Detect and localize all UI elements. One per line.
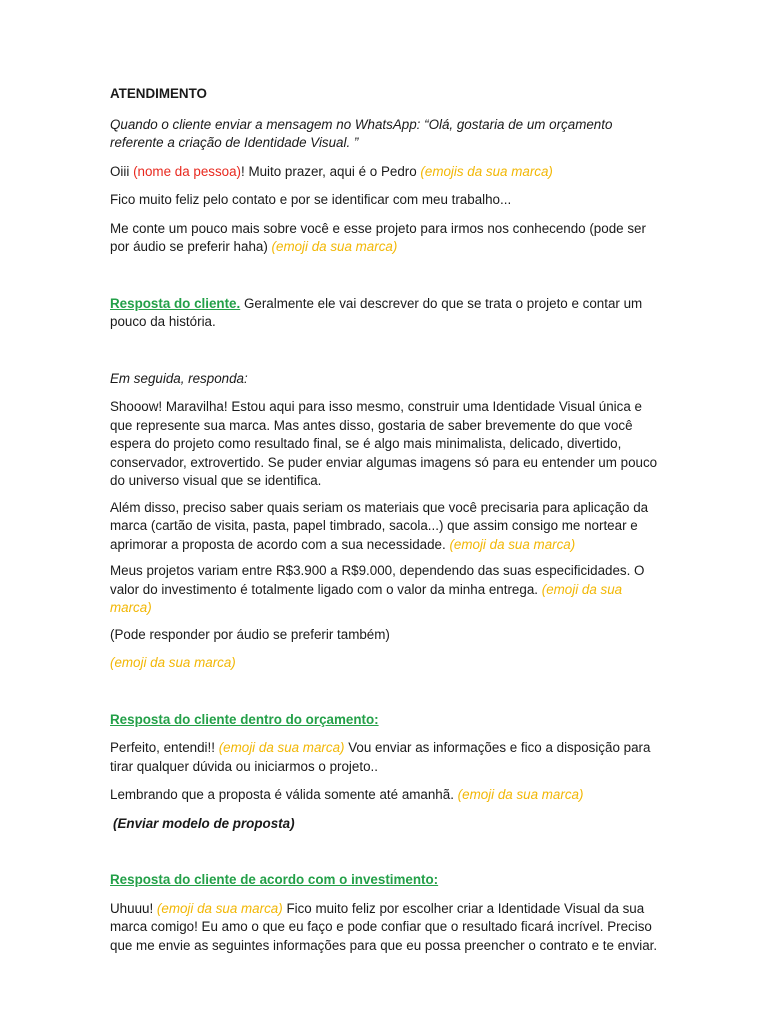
client-response-3 — [110, 871, 658, 890]
client-response-1 — [110, 295, 658, 332]
greeting-prefix: Oiii — [110, 163, 130, 179]
ask-text: Me conte um pouco mais sobre você e esse projeto para irmos nos conhecendo (pode ser por áudio se preferir haha) — [110, 220, 646, 254]
ask-paragraph — [110, 220, 658, 257]
paragraph-materiais-emoji: (emoji da sua marca) — [449, 536, 576, 552]
lembrando-text: Lembrando que a proposta é válida somente até amanhã. — [110, 787, 454, 802]
paragraph-perfeito — [110, 739, 658, 776]
greeting-emoji-placeholder: (emojis da sua marca) — [420, 163, 553, 179]
uhuuu-text: Fico muito feliz por escolher criar a Identidade Visual da sua marca comigo! Eu amo o que eu faço e pode confiar que o resultado ficará incrível. Preciso que me envie as seguintes informações para que eu possa preencher o contrato e te enviar. — [110, 900, 658, 953]
uhuuu-prefix: Uhuuu! — [110, 900, 154, 916]
client-response-3-label: Resposta do cliente de acordo com o investimento: — [110, 872, 439, 887]
paragraph-uhuuu — [110, 900, 658, 956]
standalone-emoji-placeholder: (emoji da sua marca) — [110, 655, 236, 670]
paragraph-valores-emoji: (emoji da sua marca) — [110, 581, 623, 615]
paragraph-shooow: Shooow! Maravilha! Estou aqui para isso mesmo, construir uma Identidade Visual única e que represente sua marca. Mas antes disso, gostaria de saber brevemente do que você espera do projeto como resultado final, se é algo mais minimalista, delicado, divertido, conservador, extrovertido. Se puder enviar algumas imagens só para eu entender um pouco do universo visual que se identifica. — [110, 399, 658, 488]
intro-line: Quando o cliente enviar a mensagem no WhatsApp: “Olá, gostaria de um orçamento referente a criação de Identidade Visual. ” — [110, 116, 613, 150]
paragraph-materiais-text: Além disso, preciso saber quais seriam os materiais que você precisaria para aplicação da marca (cartão de visita, pasta, papel timbrado, sacola...) que assim consigo me nortear e aprimorar a proposta de acordo com a sua necessidade. — [110, 499, 649, 552]
greeting-name-placeholder: (nome da pessoa) — [133, 163, 242, 179]
document-body — [110, 85, 658, 955]
perfeito-emoji-placeholder: (emoji da sua marca) — [218, 740, 345, 755]
audio-line: (Pode responder por áudio se preferir também) — [110, 626, 390, 642]
client-response-2 — [110, 711, 658, 730]
greeting-mid: ! Muito prazer, aqui é o Pedro — [241, 163, 417, 179]
paragraph-lembrando — [110, 786, 658, 805]
lembrando-emoji-placeholder: (emoji da sua marca) — [457, 787, 584, 802]
perfeito-text: Vou enviar as informações e fico a disposição para tirar qualquer dúvida ou iniciarmos o projeto.. — [110, 740, 651, 774]
paragraph-valores — [110, 562, 658, 618]
send-proposal-note: (Enviar modelo de proposta) — [113, 815, 295, 831]
client-response-2-label: Resposta do cliente dentro do orçamento: — [110, 711, 379, 727]
uhuuu-emoji-placeholder: (emoji da sua marca) — [156, 900, 283, 916]
ask-emoji-placeholder: (emoji da sua marca) — [271, 239, 398, 254]
paragraph-valores-text: Meus projetos variam entre R$3.900 a R$9.000, dependendo das suas especificidades. O valor do investimento é totalmente ligado com o valor da minha entrega. — [110, 563, 645, 597]
client-response-1-label: Resposta do cliente. — [110, 295, 241, 311]
paragraph-materiais — [110, 499, 658, 555]
perfeito-prefix: Perfeito, entendi!! — [110, 740, 215, 755]
next-label: Em seguida, responda: — [110, 370, 248, 386]
client-response-1-text: Geralmente ele vai descrever do que se trata o projeto e contar um pouco da história. — [110, 295, 643, 329]
greeting-line — [110, 163, 658, 182]
document-heading: ATENDIMENTO — [110, 86, 207, 101]
thanks-line: Fico muito feliz pelo contato e por se identificar com meu trabalho... — [110, 192, 512, 207]
